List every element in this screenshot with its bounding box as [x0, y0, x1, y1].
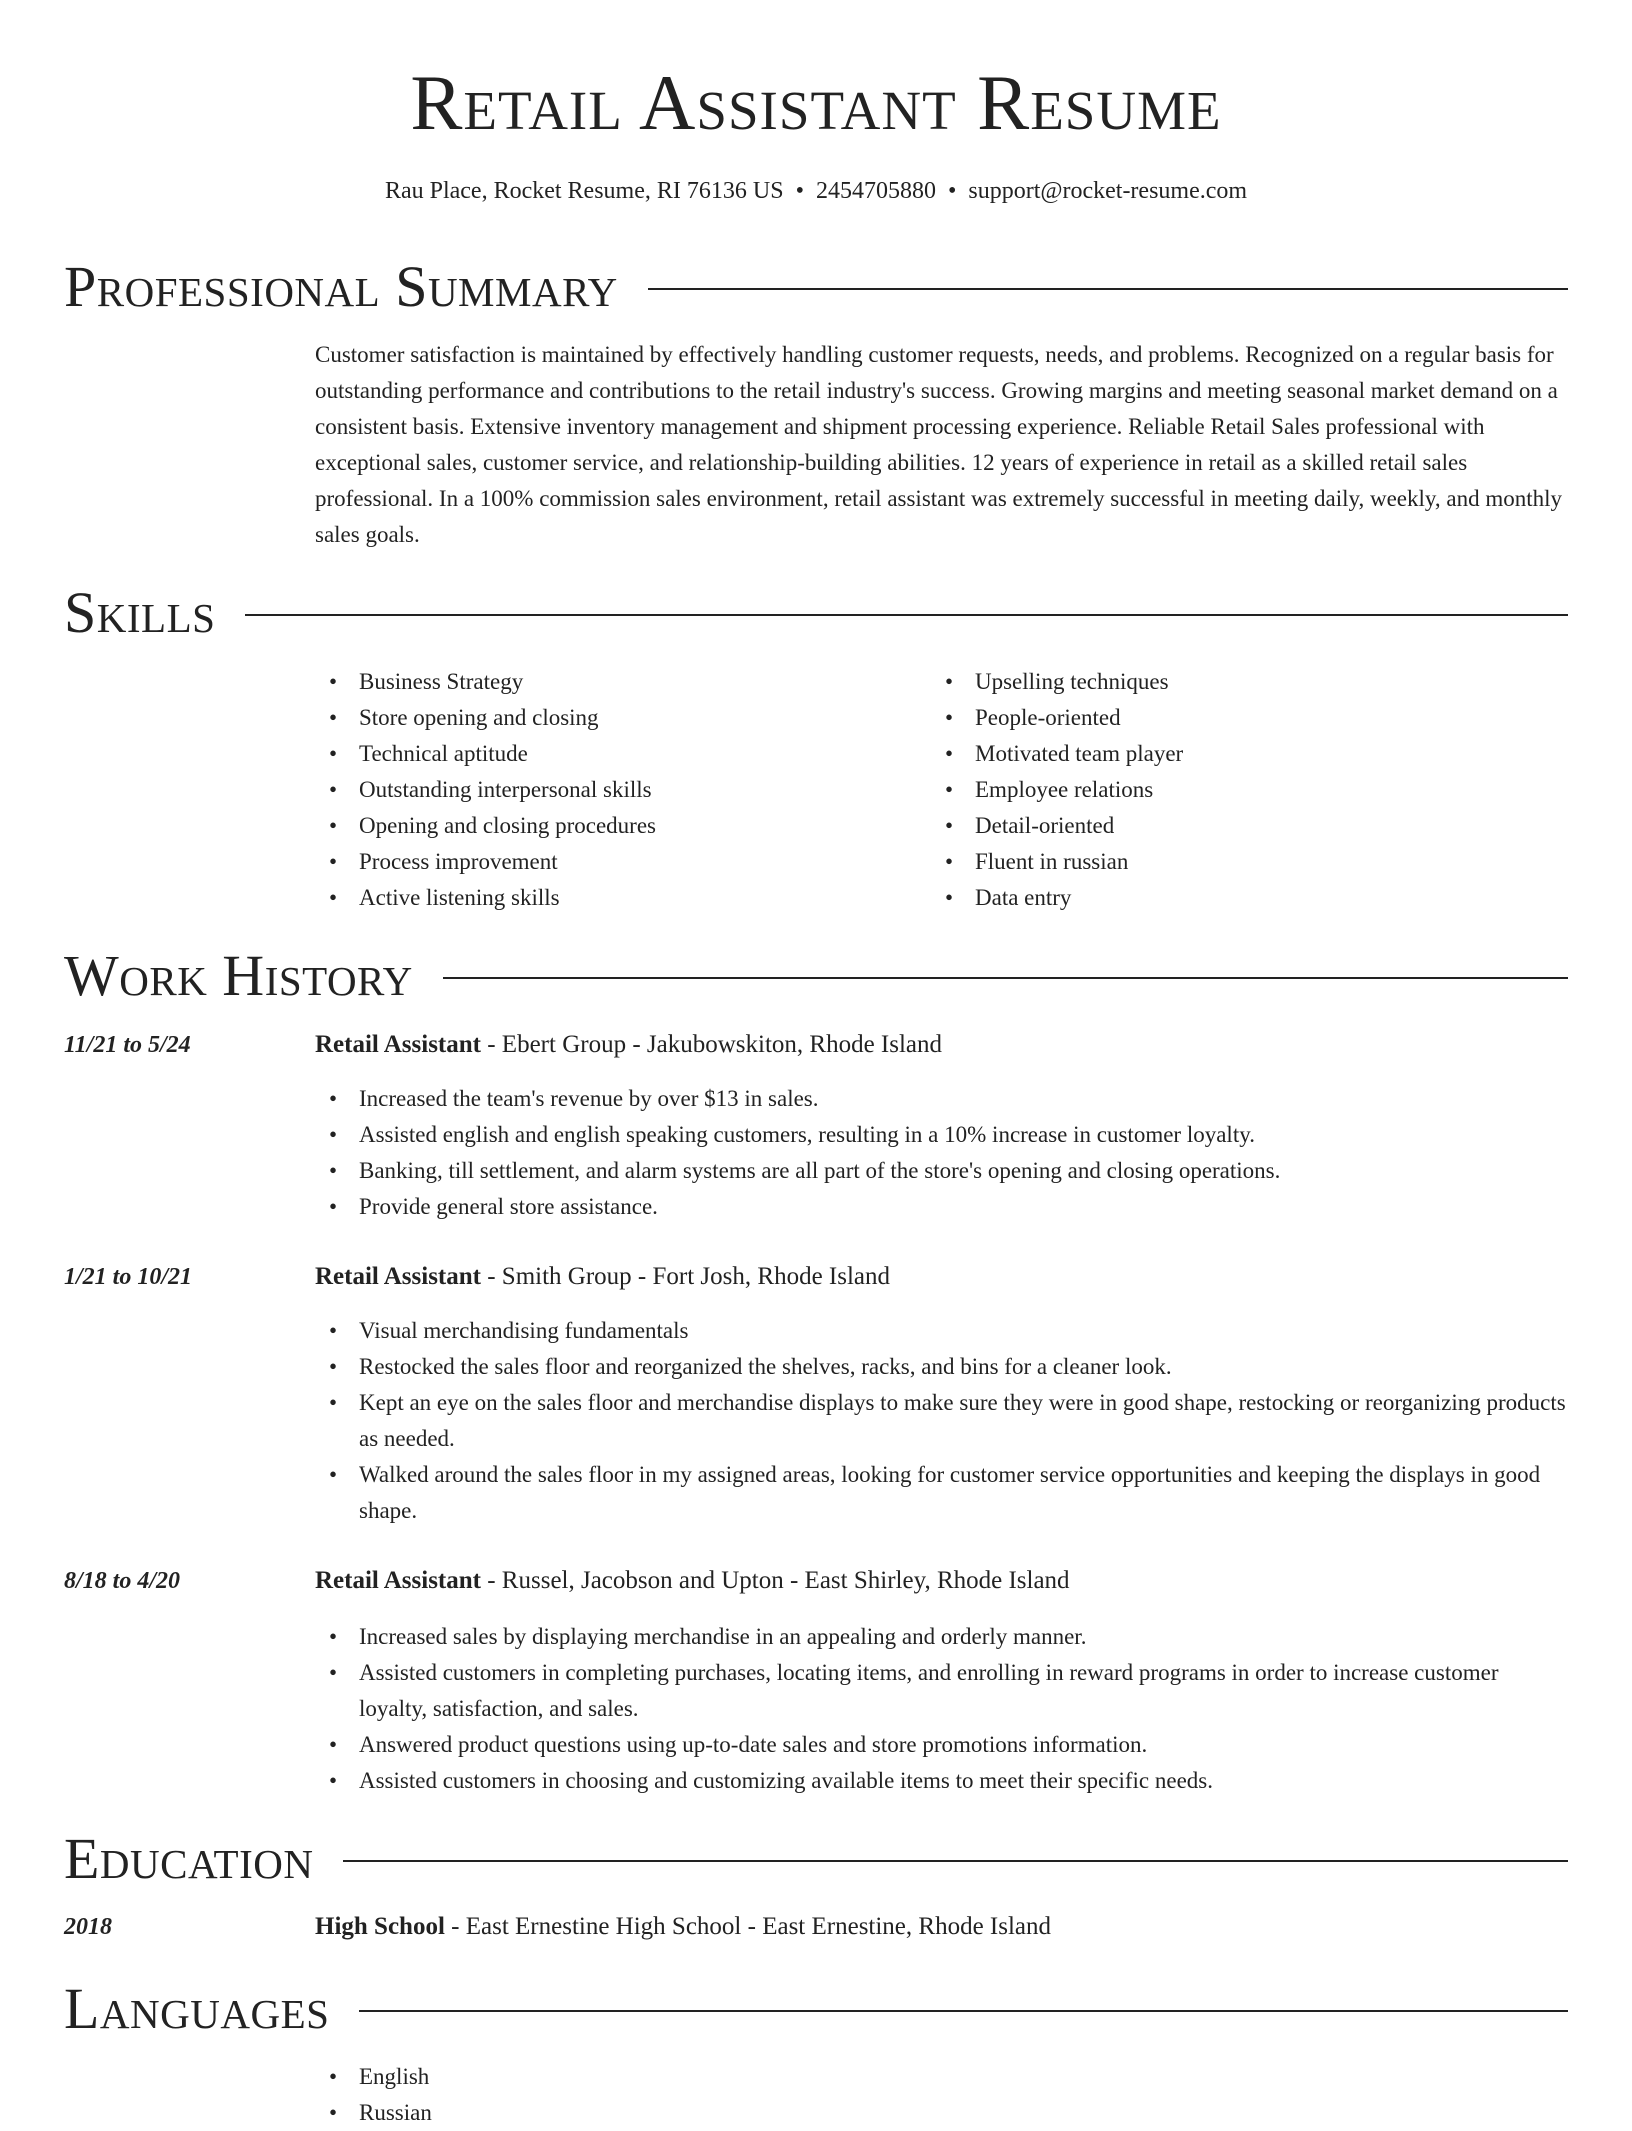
job-bullet: • Assisted english and english speaking customers, resulting in a 10% increase in customer loyalty. [315, 1117, 1568, 1153]
job-company: - Russel, Jacobson and Upton - East Shirley, Rhode Island [480, 1567, 1070, 1594]
job-heading [315, 1263, 890, 1291]
job-bullet: • Restocked the sales floor and reorganized the shelves, racks, and bins for a cleaner look. [315, 1349, 1568, 1385]
section-summary-header [64, 254, 1568, 319]
separator: • [947, 178, 957, 204]
section-rule [648, 288, 1568, 290]
job-heading [315, 1031, 942, 1059]
phone: 2454705880 [815, 178, 936, 204]
skills-list [315, 664, 1568, 916]
job-title: Retail Assistant [315, 1567, 481, 1594]
job-dates: 8/18 to 4/20 [64, 1568, 181, 1594]
section-rule [443, 977, 1568, 979]
job-dates: 11/21 to 5/24 [64, 1032, 191, 1058]
job-bullet: • Visual merchandising fundamentals [315, 1313, 1568, 1349]
job-company: - Ebert Group - Jakubowskiton, Rhode Island [480, 1031, 943, 1058]
section-education-header [64, 1826, 1568, 1891]
skill-item: • Employee relations [931, 772, 1547, 808]
skills-column-left [315, 664, 931, 916]
separator: • [795, 178, 804, 204]
skills-column-right [931, 664, 1547, 916]
summary-text: Customer satisfaction is maintained by effectively handling customer requests, needs, and problems. Recognized on a regular basis for outstanding performance and contributions to the retail industry's success. Growing margins and meeting seasonal market demand on a consistent basis. Extensive inventory management and shipment processing experience. Reliable Retail Sales professional with exceptional sales, customer service, and relationship-building abilities. 12 years of experience in retail as a skilled retail sales professional. In a 100% commission sales environment, retail assistant was extremely successful in meeting daily, weekly, and monthly sales goals. [315, 342, 1563, 547]
job-company: - Smith Group - Fort Josh, Rhode Island [480, 1263, 891, 1290]
education-heading [315, 1913, 1051, 1941]
job-dates: 1/21 to 10/21 [64, 1264, 193, 1290]
skill-item: • Fluent in russian [931, 844, 1547, 880]
skill-item: • Technical aptitude [315, 736, 931, 772]
education-year: 2018 [64, 1914, 112, 1940]
language-item: • English [315, 2059, 1568, 2095]
job-bullet: • Increased sales by displaying merchandise in an appealing and orderly manner. [315, 1619, 1568, 1655]
languages-list [315, 2059, 1568, 2131]
skill-item: • Business Strategy [315, 664, 931, 700]
section-title: Skills [64, 580, 216, 645]
section-skills-header [64, 580, 1568, 645]
section-rule [359, 2010, 1568, 2012]
section-title: Languages [64, 1976, 330, 2041]
skill-item: • Process improvement [315, 844, 931, 880]
skill-item: • Upselling techniques [931, 664, 1547, 700]
skill-item: • Active listening skills [315, 880, 931, 916]
section-work-header [64, 943, 1568, 1008]
skill-item: • Motivated team player [931, 736, 1547, 772]
job-bullet: • Assisted customers in completing purchases, locating items, and enrolling in reward programs in order to increase customer loyalty, satisfaction, and sales. [315, 1655, 1568, 1727]
job-bullets [315, 1619, 1568, 1799]
skill-item: • Data entry [931, 880, 1547, 916]
section-title: Work History [64, 943, 413, 1008]
language-item: • Russian [315, 2095, 1568, 2131]
job-title: Retail Assistant [315, 1031, 481, 1058]
address: Rau Place, Rocket Resume, RI 76136 US [384, 178, 784, 204]
job-bullet: • Kept an eye on the sales floor and merchandise displays to make sure they were in good shape, restocking or reorganizing products as needed. [315, 1385, 1568, 1457]
skill-item: • People-oriented [931, 700, 1547, 736]
job-bullet: • Walked around the sales floor in my assigned areas, looking for customer service opportunities and keeping the displays in good shape. [315, 1457, 1568, 1529]
education-school: - East Ernestine High School - East Ernestine, Rhode Island [444, 1913, 1052, 1940]
skill-item: • Opening and closing procedures [315, 808, 931, 844]
section-title: Professional Summary [64, 254, 618, 319]
email: support@rocket-resume.com [968, 178, 1248, 204]
resume-page [64, 0, 1568, 2125]
contact-line [64, 178, 1568, 205]
skill-item: • Detail-oriented [931, 808, 1547, 844]
job-bullet: • Answered product questions using up-to-date sales and store promotions information. [315, 1727, 1568, 1763]
section-title: Education [64, 1826, 314, 1891]
section-rule [343, 1860, 1568, 1862]
job-bullets [315, 1313, 1568, 1529]
job-bullets [315, 1081, 1568, 1225]
section-languages-header [64, 1976, 1568, 2041]
job-bullet: • Provide general store assistance. [315, 1189, 1568, 1225]
job-bullet: • Increased the team's revenue by over $13 in sales. [315, 1081, 1568, 1117]
section-rule [245, 614, 1568, 616]
skill-item: • Store opening and closing [315, 700, 931, 736]
education-degree: High School [315, 1913, 445, 1940]
job-bullet: • Assisted customers in choosing and customizing available items to meet their specific needs. [315, 1763, 1568, 1799]
job-bullet: • Banking, till settlement, and alarm systems are all part of the store's opening and closing operations. [315, 1153, 1568, 1189]
resume-title: Retail Assistant Resume [410, 59, 1222, 146]
skill-item: • Outstanding interpersonal skills [315, 772, 931, 808]
job-title: Retail Assistant [315, 1263, 481, 1290]
job-heading [315, 1567, 1070, 1595]
